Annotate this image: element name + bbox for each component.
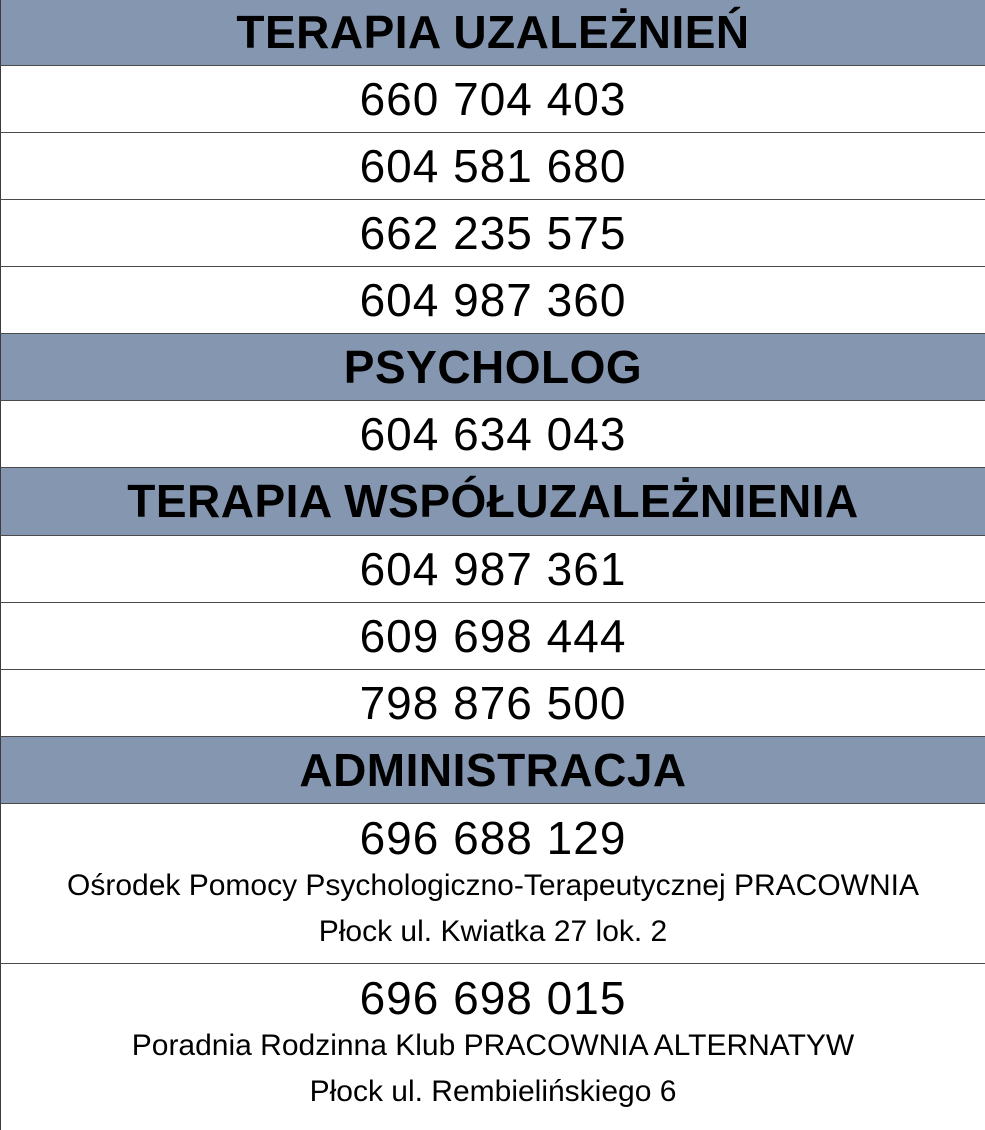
admin-entry (0, 804, 985, 963)
phone-number: 696 688 129 (359, 812, 627, 864)
address: Płock ul. Rembielińskiego 6 (309, 1075, 677, 1108)
phone-number: 696 698 015 (359, 972, 627, 1024)
phone-number: 660 704 403 (359, 73, 627, 125)
phone-number: 604 634 043 (359, 408, 627, 460)
phone-number: 604 987 360 (359, 274, 627, 326)
phone-row (0, 267, 985, 333)
phone-row (0, 133, 985, 199)
phone-row (0, 603, 985, 669)
section-title: PSYCHOLOG (343, 341, 643, 393)
section-title: TERAPIA WSPÓŁUZALEŻNIENIA (127, 475, 859, 527)
phone-number: 609 698 444 (359, 610, 627, 662)
organization-name: Poradnia Rodzinna Klub PRACOWNIA ALTERNATYW (131, 1029, 855, 1062)
phone-row (0, 670, 985, 736)
phone-row (0, 66, 985, 132)
phone-number: 798 876 500 (359, 677, 627, 729)
section-title: ADMINISTRACJA (299, 744, 687, 796)
section-header-administracja (0, 737, 985, 803)
phone-number: 604 987 361 (359, 543, 627, 595)
phone-number: 604 581 680 (359, 140, 627, 192)
phone-row (0, 401, 985, 467)
phone-row (0, 536, 985, 602)
section-header-terapia-uzaleznien (0, 0, 985, 65)
phone-number: 662 235 575 (359, 207, 627, 259)
section-header-psycholog (0, 334, 985, 400)
address: Płock ul. Kwiatka 27 lok. 2 (318, 915, 668, 948)
phone-row (0, 200, 985, 266)
section-header-terapia-wspoluzaleznienia (0, 468, 985, 535)
section-title: TERAPIA UZALEŻNIEŃ (236, 6, 750, 58)
admin-entry (0, 964, 985, 1130)
organization-name: Ośrodek Pomocy Psychologiczno-Terapeutycznej PRACOWNIA (67, 869, 919, 902)
